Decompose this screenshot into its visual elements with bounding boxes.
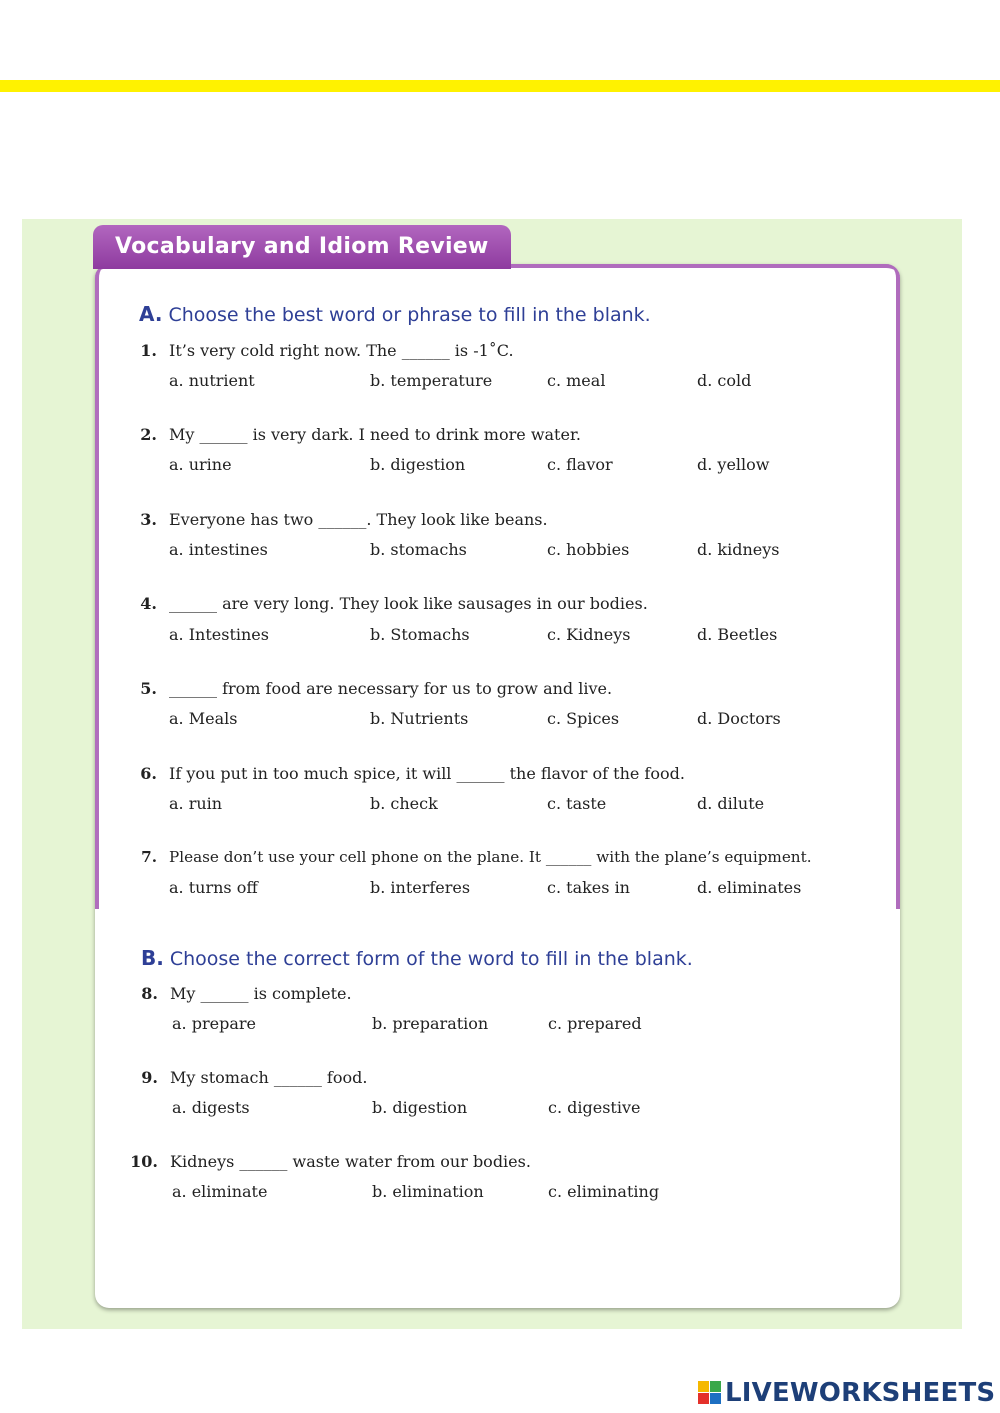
liveworksheets-logo-icon	[698, 1381, 722, 1405]
question-number: 8.	[141, 984, 158, 1003]
question-number: 2.	[140, 425, 157, 444]
option-2d[interactable]: d. yellow	[697, 455, 770, 474]
option-4c[interactable]: c. Kidneys	[547, 625, 631, 644]
option-9b[interactable]: b. digestion	[372, 1098, 468, 1117]
option-1b[interactable]: b. temperature	[370, 371, 493, 390]
question-text: Kidneys ______ waste water from our bodies.	[170, 1152, 531, 1171]
option-10b[interactable]: b. elimination	[372, 1182, 484, 1201]
question-text: My ______ is very dark. I need to drink more water.	[169, 425, 581, 444]
option-1d[interactable]: d. cold	[697, 371, 752, 390]
question-number: 9.	[141, 1068, 158, 1087]
question-text: My stomach ______ food.	[170, 1068, 368, 1087]
section-a-letter: A.	[139, 302, 163, 326]
option-2c[interactable]: c. flavor	[547, 455, 613, 474]
option-3a[interactable]: a. intestines	[169, 540, 268, 559]
option-3b[interactable]: b. stomachs	[370, 540, 467, 559]
question-number: 4.	[140, 594, 157, 613]
option-7b[interactable]: b. interferes	[370, 878, 471, 897]
option-8c[interactable]: c. prepared	[548, 1014, 642, 1033]
option-3d[interactable]: d. kidneys	[697, 540, 780, 559]
question-number: 1.	[140, 341, 157, 360]
option-6d[interactable]: d. dilute	[697, 794, 765, 813]
option-5d[interactable]: d. Doctors	[697, 709, 781, 728]
option-3c[interactable]: c. hobbies	[547, 540, 630, 559]
option-7a[interactable]: a. turns off	[169, 878, 258, 897]
section-b-instruction-text: Choose the correct form of the word to fill in the blank.	[169, 948, 693, 970]
option-8b[interactable]: b. preparation	[372, 1014, 489, 1033]
option-4a[interactable]: a. Intestines	[169, 625, 269, 644]
option-5a[interactable]: a. Meals	[169, 709, 238, 728]
question-text: My ______ is complete.	[170, 984, 352, 1003]
question-number: 10.	[130, 1152, 158, 1171]
option-5c[interactable]: c. Spices	[547, 709, 620, 728]
option-10c[interactable]: c. eliminating	[548, 1182, 660, 1201]
section-a-instruction-text: Choose the best word or phrase to fill in the blank.	[168, 304, 651, 326]
question-text: If you put in too much spice, it will ______ the flavor of the food.	[169, 764, 685, 783]
option-6c[interactable]: c. taste	[547, 794, 607, 813]
liveworksheets-logo[interactable]	[698, 1376, 995, 1410]
question-text: Please don’t use your cell phone on the plane. It ______ with the plane’s equipment.	[169, 848, 812, 866]
option-7d[interactable]: d. eliminates	[697, 878, 802, 897]
option-10a[interactable]: a. eliminate	[172, 1182, 268, 1201]
option-4d[interactable]: d. Beetles	[697, 625, 778, 644]
option-9c[interactable]: c. digestive	[548, 1098, 641, 1117]
option-2a[interactable]: a. urine	[169, 455, 232, 474]
section-b-instruction	[141, 946, 693, 970]
option-2b[interactable]: b. digestion	[370, 455, 466, 474]
option-5b[interactable]: b. Nutrients	[370, 709, 469, 728]
question-number: 5.	[140, 679, 157, 698]
yellow-highlight-bar	[0, 80, 1000, 92]
section-a-instruction	[139, 302, 651, 326]
option-6b[interactable]: b. check	[370, 794, 438, 813]
question-number: 7.	[141, 848, 157, 866]
question-text: It’s very cold right now. The ______ is -1˚C.	[169, 341, 514, 360]
option-1a[interactable]: a. nutrient	[169, 371, 255, 390]
question-number: 6.	[140, 764, 157, 783]
option-9a[interactable]: a. digests	[172, 1098, 250, 1117]
option-8a[interactable]: a. prepare	[172, 1014, 256, 1033]
question-text: ______ from food are necessary for us to grow and live.	[169, 679, 613, 698]
option-7c[interactable]: c. takes in	[547, 878, 630, 897]
question-text: ______ are very long. They look like sausages in our bodies.	[169, 594, 648, 613]
page-title: Vocabulary and Idiom Review	[115, 234, 489, 259]
option-6a[interactable]: a. ruin	[169, 794, 223, 813]
question-text: Everyone has two ______. They look like beans.	[169, 510, 548, 529]
option-1c[interactable]: c. meal	[547, 371, 606, 390]
option-4b[interactable]: b. Stomachs	[370, 625, 470, 644]
section-header-tab	[93, 225, 511, 269]
section-b-letter: B.	[141, 946, 164, 970]
liveworksheets-logo-text: LIVEWORKSHEETS	[725, 1378, 996, 1408]
question-number: 3.	[140, 510, 157, 529]
